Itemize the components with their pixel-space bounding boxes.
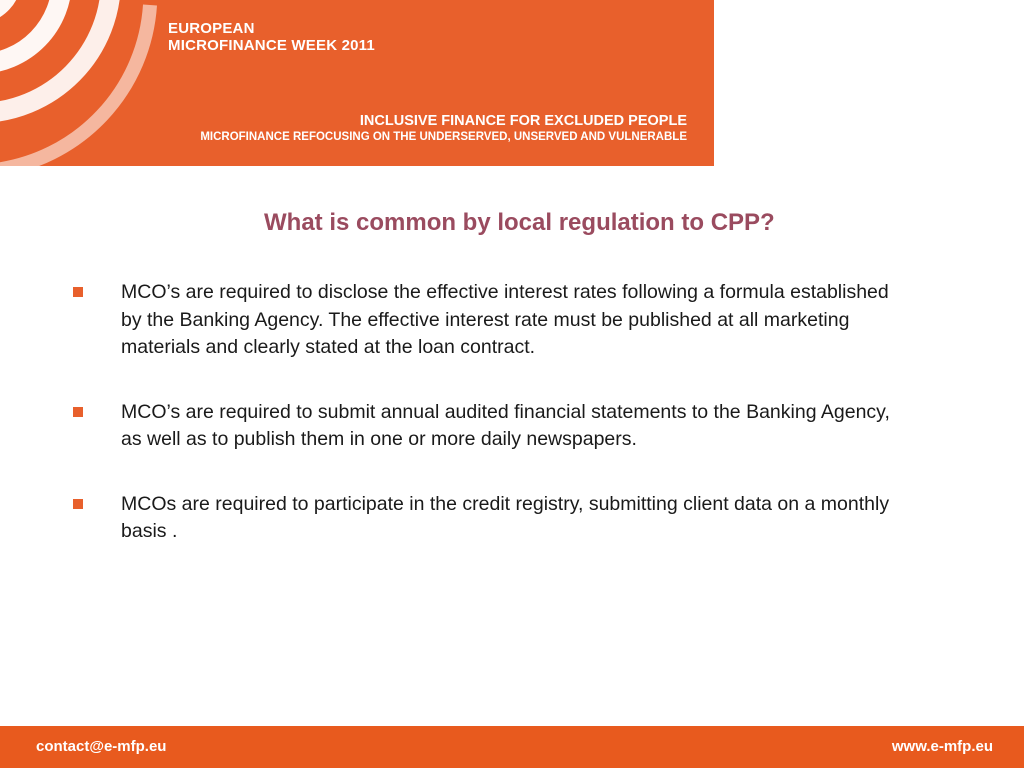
- bullet-text: MCOs are required to participate in the credit registry, submitting client data on a monthly basis .: [121, 492, 890, 542]
- header-banner: [0, 0, 714, 166]
- concentric-arcs-logo: [0, 0, 160, 166]
- tagline-block: [200, 113, 687, 145]
- bullet-list: [72, 279, 912, 583]
- bullet-text: MCO’s are required to disclose the effective interest rates following a formula established by the Banking Agency. The effective interest rate must be published at all marketing materials and clearly stated at the loan contract.: [121, 281, 889, 358]
- event-name-line2: MICROFINANCE WEEK 2011: [168, 37, 375, 54]
- square-bullet-icon: [73, 407, 83, 417]
- subtagline: MICROFINANCE REFOCUSING ON THE UNDERSERVED, UNSERVED AND VULNERABLE: [200, 131, 687, 143]
- website-link[interactable]: www.e-mfp.eu: [891, 738, 993, 755]
- square-bullet-icon: [73, 287, 83, 297]
- event-name: [168, 20, 375, 54]
- tagline: INCLUSIVE FINANCE FOR EXCLUDED PEOPLE: [359, 113, 687, 129]
- contact-email-link[interactable]: contact@e-mfp.eu: [36, 738, 167, 755]
- square-bullet-icon: [73, 499, 83, 509]
- event-name-line1: EUROPEAN: [168, 20, 255, 37]
- bullet-text: MCO’s are required to submit annual audited financial statements to the Banking Agency, as well as to publish them in one or more daily newspapers.: [121, 400, 890, 450]
- slide-title: What is common by local regulation to CPP?: [264, 209, 775, 236]
- bullet-item: [72, 491, 912, 546]
- bullet-item: [72, 399, 912, 454]
- footer-bar: [0, 726, 1024, 768]
- bullet-item: [72, 279, 912, 362]
